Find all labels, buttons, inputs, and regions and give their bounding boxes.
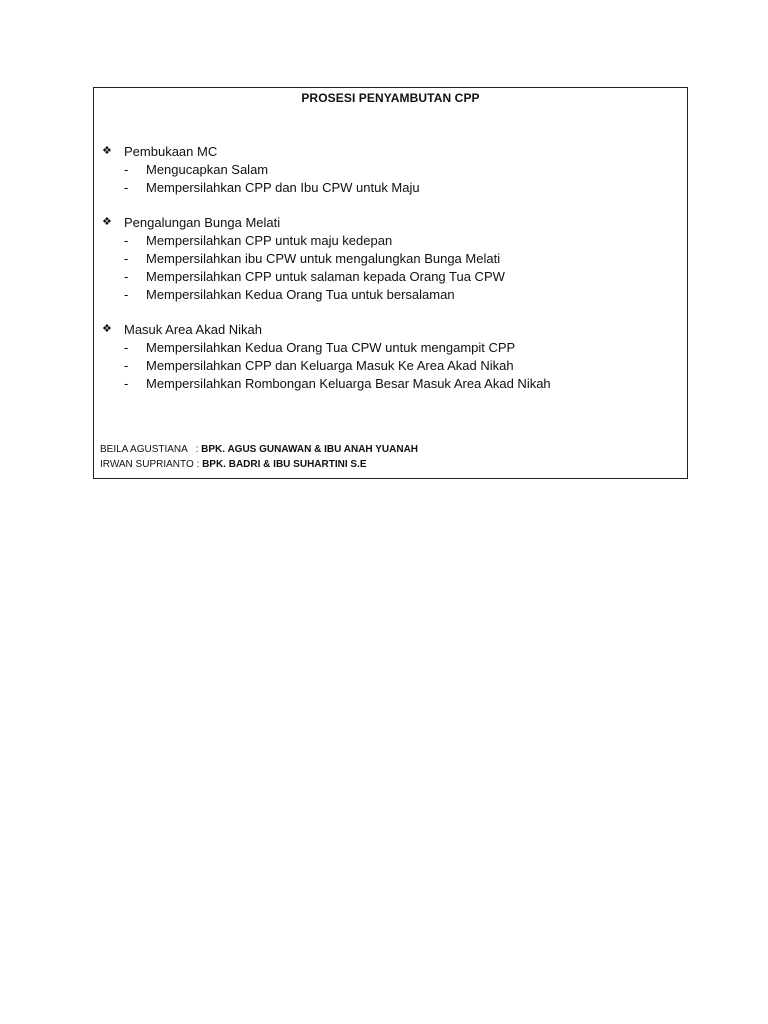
dash-marker: - [124,250,129,266]
list-item [102,338,679,356]
list-item-text: Mempersilahkan CPP dan Ibu CPW untuk Maju [146,179,420,195]
diamond-bullet-icon: ❖ [102,215,112,228]
list-item [102,267,679,285]
list-item-text: Mempersilahkan Kedua Orang Tua untuk bersalaman [146,286,455,302]
section-masuk-area-akad-nikah [102,320,679,392]
section-heading: Pengalungan Bunga Melati [124,214,281,230]
diamond-bullet-icon: ❖ [102,144,112,157]
section-item-list [102,231,679,303]
list-item [102,231,679,249]
list-item [102,178,679,196]
footer-label: BEILA AGUSTIANA : [100,444,202,455]
dash-marker: - [124,161,129,177]
diamond-bullet-icon: ❖ [102,322,112,335]
dash-marker: - [124,268,129,284]
section-heading-row [102,213,679,231]
section-heading: Pembukaan MC [124,143,218,159]
list-item-text: Mempersilahkan ibu CPW untuk mengalungkan Bunga Melati [146,250,501,266]
section-heading-row [102,320,679,338]
footer-label: IRWAN SUPRIANTO : [100,459,203,470]
dash-marker: - [124,286,129,302]
section-heading-row [102,142,679,160]
dash-marker: - [124,179,129,195]
dash-marker: - [124,339,129,355]
list-item [102,249,679,267]
footer-line [100,457,418,472]
document-title: PROSESI PENYAMBUTAN CPP [301,91,480,105]
list-item-text: Mempersilahkan Rombongan Keluarga Besar Masuk Area Akad Nikah [146,375,551,391]
footer-value: BPK. AGUS GUNAWAN & IBU ANAH YUANAH [201,444,419,455]
dash-marker: - [124,232,129,248]
footer-value: BPK. BADRI & IBU SUHARTINI S.E [202,459,367,470]
family-pairs-footer [100,442,418,472]
list-item-text: Mengucapkan Salam [146,161,269,177]
list-item-text: Mempersilahkan CPP dan Keluarga Masuk Ke Area Akad Nikah [146,357,514,373]
section-heading: Masuk Area Akad Nikah [124,321,263,337]
document-box [93,87,688,479]
list-item [102,374,679,392]
footer-line [100,442,418,457]
list-item [102,356,679,374]
list-item [102,160,679,178]
section-pembukaan-mc [102,142,679,196]
section-item-list [102,338,679,392]
list-item [102,285,679,303]
list-item-text: Mempersilahkan Kedua Orang Tua CPW untuk mengampit CPP [146,339,516,355]
section-pengalungan-bunga-melati [102,213,679,303]
list-item-text: Mempersilahkan CPP untuk maju kedepan [146,232,393,248]
section-item-list [102,160,679,196]
list-item-text: Mempersilahkan CPP untuk salaman kepada Orang Tua CPW [146,268,505,284]
dash-marker: - [124,375,129,391]
dash-marker: - [124,357,129,373]
